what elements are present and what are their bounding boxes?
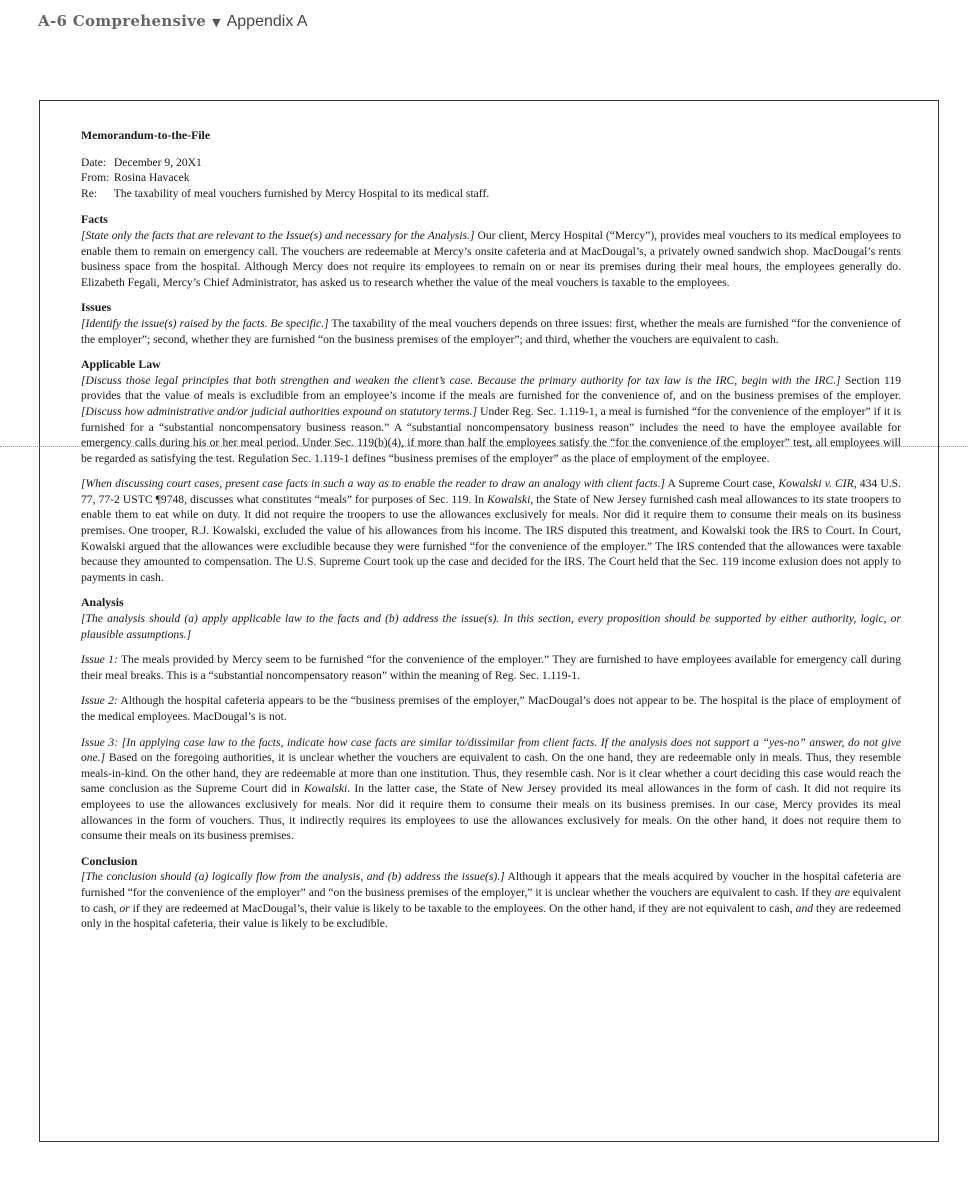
italic-text: are xyxy=(834,885,850,899)
from-value: Rosina Havacek xyxy=(113,171,190,185)
italic-text: [Identify the issue(s) raised by the facts. Be specific.] xyxy=(81,316,329,330)
memo-sections xyxy=(81,212,901,931)
italic-text: Issue 1: xyxy=(81,653,118,667)
memo-body xyxy=(81,128,901,942)
section-facts xyxy=(81,212,901,290)
text: Under Reg. Sec. 1.119-1, a meal is furnished “for the convenience of the employer” if it is furnished for a “substantial noncompensatory business reason.” A “substantial noncompensatory business reason” includes the need to have the employee available for emergency calls during his or her meal period. Under Sec. 119(b)(4), if more than half the employees satisfy the “for the convenience of the employer” test, all employees will be regarded as satisfying the test. Regulation Sec. 1.119-1 defines “business premises of the employer” as the place of employment of the employee. xyxy=(81,404,902,465)
re-value: The taxability of meal vouchers furnished by Mercy Hospital to its medical staff. xyxy=(113,186,490,200)
paragraph xyxy=(81,735,901,844)
section-heading: Issues xyxy=(81,300,112,315)
italic-text: [When discussing court cases, present case facts in such a way as to enable the reader to draw an analogy with client facts.] xyxy=(81,477,665,491)
re-line xyxy=(81,186,901,202)
book-title: A-6 Comprehensive xyxy=(38,12,207,30)
text: The taxability of the meal vouchers depends on three issues: first, whether the meals are furnished “for the convenience of the employer”; second, whether they are furnished “on the business premises of the employer”; and third, whether the vouchers are equivalent to cash. xyxy=(81,316,901,346)
italic-text: [Discuss how administrative and/or judicial authorities expound on statutory terms.] xyxy=(81,404,478,418)
text: equivalent to cash, xyxy=(81,885,901,915)
italic-text: [The analysis should (a) apply applicable law to the facts and (b) address the issue(s). In this section, every proposition should be supported by either authority, logic, or plausible assumptions.] xyxy=(81,612,901,641)
paragraph xyxy=(81,652,901,683)
triangle-marker-icon: ▼ xyxy=(212,16,221,29)
memo-title: Memorandum-to-the-File xyxy=(81,128,211,142)
section-heading: Applicable Law xyxy=(81,357,161,372)
running-head xyxy=(38,12,308,31)
italic-text: Kowalski xyxy=(304,782,348,796)
italic-text: and xyxy=(795,901,814,915)
italic-text: Kowalski v. CIR xyxy=(778,477,854,491)
paragraph xyxy=(81,316,901,347)
italic-text: Issue 2: xyxy=(81,694,118,708)
date-line xyxy=(81,155,901,171)
from-line xyxy=(81,170,901,186)
text: Although the hospital cafeteria appears to be the “business premises of the employer,” MacDougal’s does not appear to be. The hospital is the place of employment of the medical employees. MacDougal’s is not. xyxy=(81,694,901,723)
italic-text: Issue 3: xyxy=(81,735,119,749)
section-issues xyxy=(81,300,901,347)
section-heading: Analysis xyxy=(81,595,124,610)
italic-text: [The conclusion should (a) logically flow from the analysis, and (b) address the issue(s).] xyxy=(81,870,505,884)
text: Based on the foregoing authorities, it is unclear whether the vouchers are equivalent to cash. On the one hand, they are redeemable only in meals. Thus, they resemble meals-in-kind. On the other hand, they are redeemable at more than one institution. Thus, they resemble cash. Nor is it clear whether a court deciding this case would reach the same conclusion as the Supreme Court did in xyxy=(81,751,901,796)
memo-headers xyxy=(81,155,901,202)
appendix-label: Appendix A xyxy=(226,13,308,30)
date-label: Date: xyxy=(81,155,107,169)
paragraph xyxy=(81,611,901,642)
text: Although it appears that the meals acquired by voucher in the hospital cafeteria are furnished “for the convenience of the employer” and “on the business premises of the employer,” it is unclear whether the vouchers are equivalent to cash. If they xyxy=(81,870,901,899)
from-label: From: xyxy=(81,171,110,185)
text: , the State of New Jersey furnished cash meal allowances to its state troopers to enable them to eat while on duty. It did not require the troopers to use the allowances exclusively for meals. Nor did it require them to consume their meals on its business premises. One trooper, R.J. Kowalski, excluded the value of his allowances from his income. The IRS disputed this treatment, and Kowalski took the IRS to Court. In Court, Kowalski argued that the allowances were excludible because they were furnished “for the convenience of the employer.” The IRS contended that the allowances were taxable because they amounted to compensation. The U.S. Supreme Court took up the case and decided for the IRS. The Court held that the Sec. 119 income exlusion does not apply to payments in cash. xyxy=(81,492,901,584)
italic-text: [Discuss those legal principles that both strengthen and weaken the client’s case. Because the primary authority for tax law is the IRC, begin with the IRC.] xyxy=(81,373,841,387)
paragraph xyxy=(81,869,901,931)
italic-text: Kowalski xyxy=(487,492,531,506)
paragraph xyxy=(81,228,901,290)
section-heading: Facts xyxy=(81,212,108,227)
section-applicable-law xyxy=(81,357,901,585)
section-analysis xyxy=(81,595,901,843)
date-value: December 9, 20X1 xyxy=(113,155,202,169)
text: . In the latter case, the State of New Jersey provided its meal allowances in the form of cash. It did not require its employees to use the allowances exclusively for meals. Nor did it require them to consume their meals on its business premises. In our case, Mercy provides its meal allowances in the form of vouchers. Thus, it indirectly requires its employees to use the allowances exclusively for meals. On the other hand, it does not require them to consume their meals on its business premises. xyxy=(81,782,901,843)
italic-text: or xyxy=(119,901,130,915)
re-label: Re: xyxy=(81,186,98,200)
text: Our client, Mercy Hospital (“Mercy”), provides meal vouchers to its medical employees to enable them to remain on emergency call. The vouchers are redeemable at Mercy’s onsite cafeteria and at MacDougal’s, a privately owned sandwich shop. MacDougal’s rents business space from the hospital. Although Mercy does not require its employees to remain on or near its premises during their meal hours, the employees generally do. Elizabeth Fegali, Mercy’s Chief Administrator, has asked us to research whether the value of the meal vouchers is taxable to the employees. xyxy=(81,228,901,289)
paragraph xyxy=(81,476,901,585)
italic-text: [In applying case law to the facts, indicate how case facts are similar to/dissimilar from client facts. If the analysis does not support a “yes-no” answer, do not give one.] xyxy=(81,735,901,765)
text: they are redeemed only in the hospital cafeteria, their value is likely to be excludible. xyxy=(81,901,901,931)
text: Section 119 provides that the value of meals is excludible from an employee’s income if the meals are furnished for the convenience of, and on the business premises of the employer. xyxy=(81,373,901,403)
paragraph xyxy=(81,373,901,467)
section-conclusion xyxy=(81,854,901,932)
paragraph xyxy=(81,693,901,724)
italic-text: [State only the facts that are relevant to the Issue(s) and necessary for the Analysis.] xyxy=(81,228,475,242)
text: , 434 U.S. 77, 77-2 USTC ¶9748, discusses what constitutes “meals” for purposes of Sec. 119. In xyxy=(81,477,901,506)
text: if they are redeemed at MacDougal’s, their value is likely to be taxable to the employees. On the other hand, if they are not equivalent to cash, xyxy=(129,901,796,915)
section-heading: Conclusion xyxy=(81,853,138,868)
text: A Supreme Court case, xyxy=(664,477,779,491)
text: The meals provided by Mercy seem to be furnished “for the convenience of the employer.” They are furnished to have employees available for emergency call during their meal breaks. This is a “substantial noncompensatory reason” within the meaning of Reg. Sec. 1.119-1. xyxy=(81,653,901,682)
